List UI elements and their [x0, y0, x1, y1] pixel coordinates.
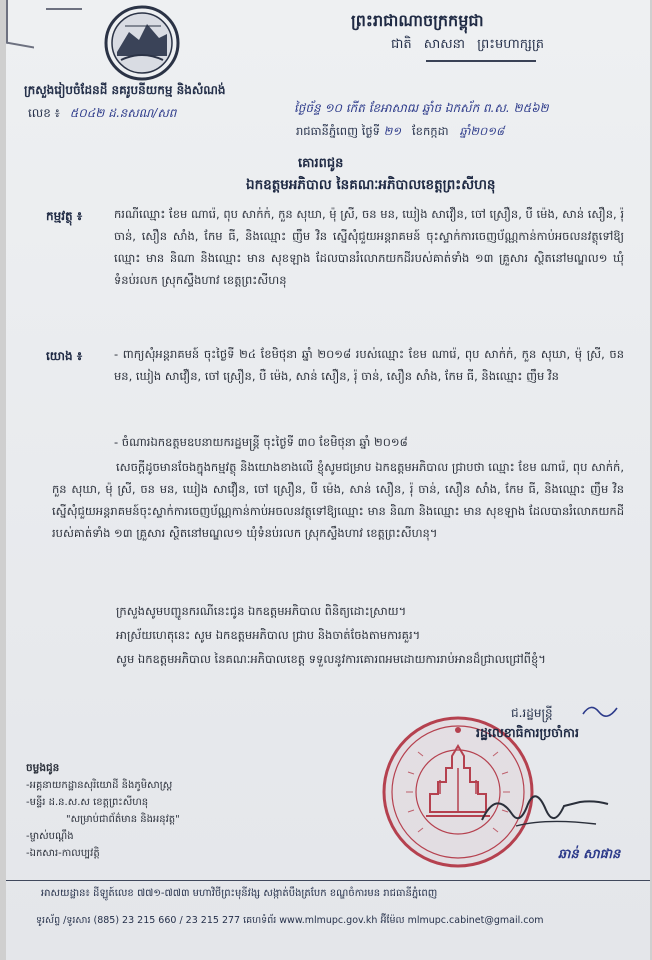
- initial-scribble-icon: [581, 700, 621, 720]
- ref-label: លេខ ៖: [28, 106, 60, 120]
- ministry-logo-icon: [101, 4, 183, 82]
- signatory-position: រដ្ឋលេខាធិការប្រចាំការ: [476, 725, 579, 740]
- ministry-name: ក្រសួងរៀបចំដែនដី នគរូបនីយកម្ម និងសំណង់: [24, 83, 226, 97]
- cc-item: -មន្ទីរ ដ.ន.ស.ស ខេត្តព្រះសីហនុ: [26, 797, 149, 808]
- reference-label: យោង ៖: [46, 349, 83, 363]
- signature-icon: [476, 780, 616, 840]
- subject-text: ករណីឈ្មោះ ខែម ណារ៉េ, ពុប សាក់ក់, កួន សុឃា, ម៉ុ ស្រី, ចន មន, ឃៀង សាវឿន, ចៅ ស្រឿន, បឺ ម៉េង, សាន់ សឿន, រ៉ុ ចាន់, សឿន សាំង, កែម ធី, និងឈ្មោះ ញឹម វិន ស្នើសុំជួយអន្តរាគមន៍ ចុះស្ទាក់ការចេញប័ណ្ណកាន់កាប់អចលនវត្ថុទៅឱ្យឈ្មោះ មាន និណា និងឈ្មោះ មាន សុខឡាង ដែលបានរំលោភយកដីរបស់គាត់ទាំង ១៣ គ្រួសារ ស្ថិតនៅមណ្ឌល១ ឃុំទំនប់រលក ស្រុកស្ទឹងហាវ ខេត្តព្រះសីហនុ: [114, 207, 624, 287]
- solar-date-day: ២១: [383, 124, 402, 138]
- reference-number: [28, 105, 176, 123]
- body-paragraph-4: សូម ឯកឧត្តមអភិបាល នៃគណៈអភិបាលខេត្ត ទទួលនូវការគោរពអមដោយការរាប់អានដ៏ជ្រាលជ្រៅពីខ្ញុំ។: [116, 652, 546, 666]
- reference-item-1: - ពាក្យសុំអន្តរាគមន៍ ចុះថ្ងៃទី ២៤ ខែមិថុនា ឆ្នាំ ២០១៨ របស់ឈ្មោះ ខែម ណារ៉េ, ពុប សាក់ក់, កួន សុឃា, ម៉ុ ស្រី, ចន មន, ឃៀង សាវឿន, ចៅ ស្រឿន, បឺ ម៉េង, សាន់ សឿន, រ៉ុ ចាន់, សឿន សាំង, កែម ធី, និងឈ្មោះ ញឹម វិន: [114, 347, 624, 383]
- cc-item: -អគ្គនាយកដ្ឋានសុរិយោដី និងភូមិសាស្ត្រ: [26, 780, 173, 791]
- handwritten-dash: [46, 8, 82, 10]
- addressee-name: ឯកឧត្តមអភិបាល នៃគណៈអភិបាលខេត្តព្រះសីហនុ: [246, 177, 496, 193]
- solar-date-prefix: រាជធានីភ្នំពេញ ថ្ងៃទី: [296, 124, 380, 138]
- kingdom-heading: ព្រះរាជាណាចក្រកម្ពុជា: [351, 11, 484, 30]
- solar-date: [296, 124, 504, 141]
- ref-value: ៥០៤២ ដ.នសណ/សព: [69, 106, 177, 120]
- footer-address: អាសយដ្ឋាន៖ ដីឡូត៍លេខ ៧៧១-៧៧៣ មហាវិថីព្រះមុនីវង្ស សង្កាត់បឹងត្របែក ខណ្ឌចំការមន រាជធានីភ្នំពេញ: [41, 888, 438, 899]
- subject-label: កម្មវត្ថុ ៖: [46, 209, 83, 223]
- addressee-heading: គោរពជូន: [298, 156, 344, 171]
- cc-list: [26, 760, 180, 862]
- reference-item-2: - ចំណារឯកឧត្តមឧបនាយករដ្ឋមន្ត្រី ចុះថ្ងៃទី ៣០ ខែមិថុនា ឆ្នាំ ២០១៨: [114, 435, 408, 449]
- motto-divider: [426, 60, 536, 62]
- letter-page: [6, 0, 650, 960]
- national-motto: ជាតិ សាសនា ព្រះមហាក្សត្រ: [391, 37, 544, 52]
- cc-title: ចម្លងជូន: [26, 762, 60, 774]
- cc-item-note: "សម្រាប់ជាព័ត៌មាន និងអនុវត្ត": [66, 814, 180, 825]
- body-paragraph-3: អាស្រ័យហេតុនេះ សូម ឯកឧត្តមអភិបាល ជ្រាប និងចាត់ចែងតាមការគួរ។: [116, 628, 421, 642]
- page-fold-mark: [6, 0, 34, 48]
- footer-contact: ទូរស័ព្ទ /ទូរសារ (885) 23 215 660 / 23 215 277 គេហទំព័រ www.mlmupc.gov.kh អ៊ីម៉ែល mlmupc.cabinet@gmail.com: [36, 915, 544, 926]
- signer-name: ឆាន់ សាផាន: [558, 847, 621, 862]
- footer-divider: [6, 880, 650, 881]
- cc-item: -ម្ចាស់បណ្តឹង: [26, 831, 74, 842]
- body-paragraph-2: ក្រសួងសូមបញ្ជូនករណីនេះជូន ឯកឧត្តមអភិបាល ពិនិត្យដោះស្រាយ។: [116, 604, 407, 618]
- signature-title: ជ.រដ្ឋមន្ត្រី: [511, 706, 553, 720]
- body-paragraph-1: សេចក្តីដូចមានចែងក្នុងកម្មវត្ថុ និងយោងខាងលើ ខ្ញុំសូមជម្រាប ឯកឧត្តមអភិបាល ជ្រាបថា ឈ្មោះ ខែម ណារ៉េ, ពុប សាក់ក់, កួន សុឃា, ម៉ុ ស្រី, ចន មន, ឃៀង សាវឿន, ចៅ ស្រឿន, បឺ ម៉េង, សាន់ សឿន, រ៉ុ ចាន់, សឿន សាំង, កែម ធី, និងឈ្មោះ ញឹម វិន ស្នើសុំជួយអន្តរាគមន៍ចុះស្ទាក់ការចេញប័ណ្ណកាន់កាប់អចលនវត្ថុទៅឱ្យឈ្មោះ មាន និណា និងឈ្មោះ មាន សុខឡាង ដែលបានរំលោភយកដីរបស់គាត់ទាំង ១៣ គ្រួសារ ស្ថិតនៅមណ្ឌល១ ឃុំទំនប់រលក ស្រុកស្ទឹងហាវ ខេត្តព្រះសីហនុ។: [52, 460, 624, 540]
- cc-item: -ឯកសារ-កាលប្បវត្តិ: [26, 848, 100, 859]
- solar-date-month: ខែកក្កដា: [412, 124, 449, 138]
- solar-date-year: ឆ្នាំ២០១៨: [459, 124, 505, 138]
- lunar-date: ថ្ងៃច័ន្ទ ១០ កើត ខែអាសាឍ ឆ្នាំច ឯកស័ក ព.ស. ២៥៦២: [294, 101, 549, 115]
